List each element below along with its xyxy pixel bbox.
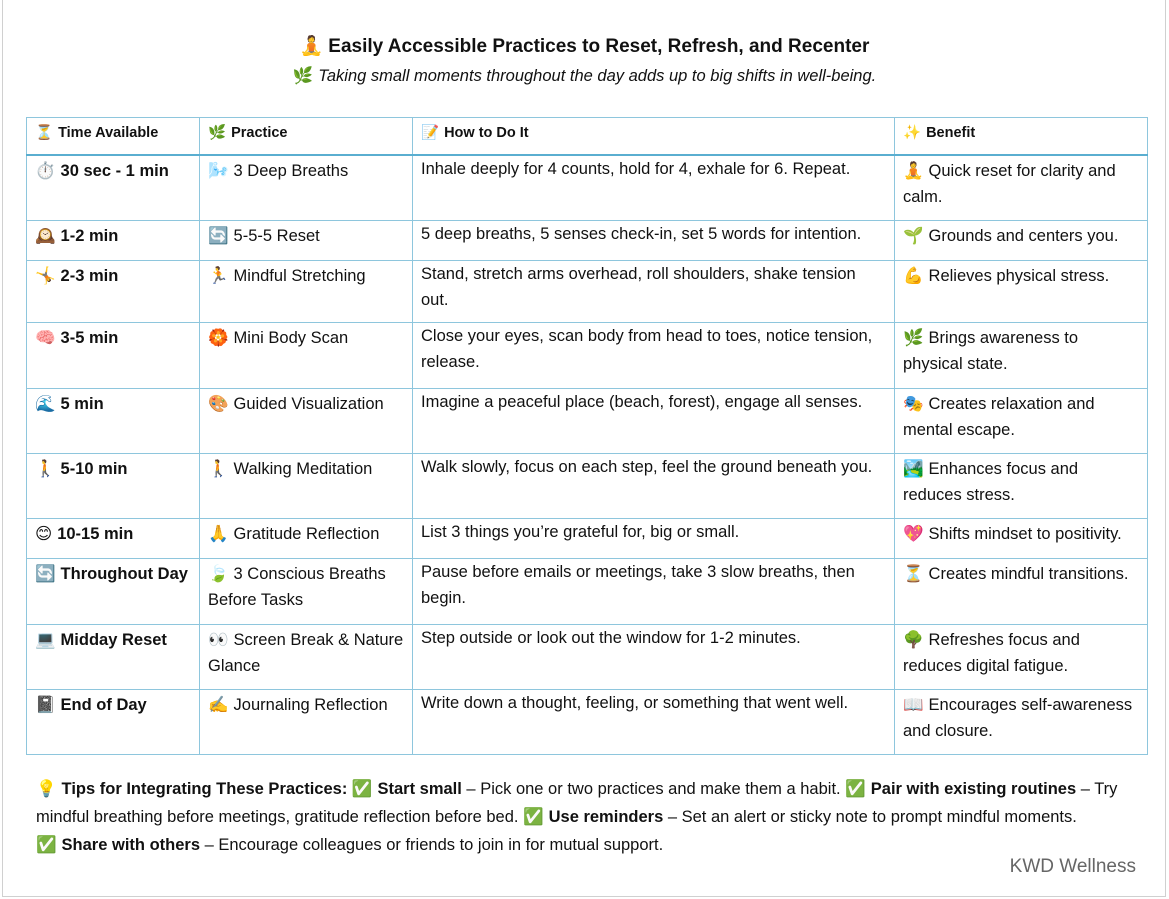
benefit-icon: 🌱 bbox=[903, 227, 924, 245]
practice-cell bbox=[200, 454, 413, 519]
time-icon: 🧠 bbox=[35, 329, 56, 347]
brand-footer: KWD Wellness bbox=[1009, 856, 1136, 877]
time-icon: 🕰️ bbox=[35, 227, 56, 245]
time-icon: ⏱️ bbox=[35, 161, 56, 180]
how-text: Inhale deeply for 4 counts, hold for 4, exhale for 6. Repeat. bbox=[421, 159, 851, 178]
benefit-text: Refreshes focus and reduces digital fatigue. bbox=[903, 631, 1080, 675]
column-header-label: Time Available bbox=[58, 125, 159, 141]
time-cell bbox=[27, 261, 200, 323]
table-row bbox=[27, 625, 1148, 690]
time-text: 2-3 min bbox=[60, 267, 119, 285]
time-cell bbox=[27, 625, 200, 690]
how-cell bbox=[413, 323, 895, 389]
benefit-icon: 🏞️ bbox=[903, 460, 924, 478]
meditation-icon: 🧘 bbox=[299, 36, 324, 57]
column-header-practice bbox=[200, 118, 413, 155]
benefit-text: Brings awareness to physical state. bbox=[903, 329, 1079, 373]
benefit-text: Quick reset for clarity and calm. bbox=[903, 161, 1116, 206]
practice-text: Screen Break & Nature Glance bbox=[208, 631, 404, 675]
page-subtitle bbox=[0, 67, 1169, 86]
time-cell bbox=[27, 454, 200, 519]
tip-text: – Pick one or two practices and make them a habit. bbox=[461, 780, 841, 798]
time-text: 30 sec - 1 min bbox=[60, 161, 169, 180]
benefit-icon: 🎭 bbox=[903, 395, 924, 413]
practice-icon: 🎨 bbox=[208, 395, 229, 413]
benefit-icon: ⏳ bbox=[903, 565, 924, 583]
how-cell bbox=[413, 221, 895, 261]
how-text: Close your eyes, scan body from head to toes, notice tension, release. bbox=[421, 327, 873, 371]
practice-cell bbox=[200, 221, 413, 261]
memo-icon: 📝 bbox=[421, 125, 440, 141]
tip-item bbox=[523, 808, 1077, 826]
column-header-benefit bbox=[895, 118, 1148, 155]
tip-title: Use reminders bbox=[548, 808, 664, 826]
tip-text: – Set an alert or sticky note to prompt mindful moments. bbox=[663, 808, 1077, 826]
how-cell bbox=[413, 454, 895, 519]
practice-text: 5-5-5 Reset bbox=[233, 227, 320, 245]
benefit-text: Relieves physical stress. bbox=[928, 267, 1110, 285]
tip-item bbox=[36, 836, 663, 854]
time-cell bbox=[27, 519, 200, 559]
herb-icon: 🌿 bbox=[208, 125, 227, 141]
how-text: Step outside or look out the window for 1-2 minutes. bbox=[421, 629, 801, 647]
time-cell bbox=[27, 221, 200, 261]
benefit-cell bbox=[895, 155, 1148, 221]
practice-cell bbox=[200, 261, 413, 323]
time-icon: 🚶 bbox=[35, 460, 56, 478]
how-text: Imagine a peaceful place (beach, forest), engage all senses. bbox=[421, 393, 863, 411]
title-text: Easily Accessible Practices to Reset, Refresh, and Recenter bbox=[328, 36, 870, 57]
hourglass-icon: ⏳ bbox=[35, 125, 54, 141]
benefit-text: Enhances focus and reduces stress. bbox=[903, 460, 1079, 504]
practice-cell bbox=[200, 519, 413, 559]
benefit-icon: 🌿 bbox=[903, 329, 924, 347]
practice-text: Guided Visualization bbox=[233, 395, 384, 413]
practice-text: Gratitude Reflection bbox=[233, 525, 380, 543]
practice-icon: 🙏 bbox=[208, 525, 229, 543]
table-row bbox=[27, 261, 1148, 323]
practice-text: Mini Body Scan bbox=[233, 329, 349, 347]
practice-icon: 🍃 bbox=[208, 565, 229, 583]
tip-text: – Try mindful breathing before meetings, gratitude reflection before bed. bbox=[36, 780, 1118, 826]
time-text: End of Day bbox=[60, 696, 147, 714]
time-text: Midday Reset bbox=[60, 631, 167, 649]
practice-icon: ✍️ bbox=[208, 696, 229, 714]
practice-icon: 🏃 bbox=[208, 267, 229, 285]
practice-cell bbox=[200, 625, 413, 690]
how-cell bbox=[413, 389, 895, 454]
time-text: 3-5 min bbox=[60, 329, 119, 347]
column-header-label: How to Do It bbox=[444, 125, 529, 141]
time-text: 1-2 min bbox=[60, 227, 119, 245]
time-text: Throughout Day bbox=[60, 565, 188, 583]
sparkles-icon: ✨ bbox=[903, 125, 922, 141]
benefit-text: Creates mindful transitions. bbox=[928, 565, 1129, 583]
how-cell bbox=[413, 559, 895, 625]
time-icon: 🤸 bbox=[35, 267, 56, 285]
benefit-cell bbox=[895, 559, 1148, 625]
benefit-icon: 💖 bbox=[903, 525, 924, 543]
how-text: Pause before emails or meetings, take 3 slow breaths, then begin. bbox=[421, 563, 855, 607]
table-header-row bbox=[27, 118, 1148, 155]
benefit-cell bbox=[895, 625, 1148, 690]
table-row bbox=[27, 454, 1148, 519]
table-row bbox=[27, 559, 1148, 625]
table-row bbox=[27, 323, 1148, 389]
lightbulb-icon: 💡 bbox=[36, 780, 57, 798]
column-header-time bbox=[27, 118, 200, 155]
practice-icon: 👀 bbox=[208, 631, 229, 649]
time-text: 5-10 min bbox=[60, 460, 128, 478]
benefit-cell bbox=[895, 323, 1148, 389]
tips-section bbox=[36, 775, 1146, 859]
benefit-icon: 🧘 bbox=[903, 161, 924, 180]
tips-heading: Tips for Integrating These Practices: bbox=[61, 780, 348, 798]
check-mark-icon: ✅ bbox=[523, 808, 544, 826]
time-text: 5 min bbox=[60, 395, 104, 413]
tip-title: Pair with existing routines bbox=[870, 780, 1077, 798]
time-icon: 💻 bbox=[35, 631, 56, 649]
practice-icon: 🏵️ bbox=[208, 329, 229, 347]
how-cell bbox=[413, 155, 895, 221]
benefit-text: Encourages self-awareness and closure. bbox=[903, 696, 1133, 740]
column-header-label: Benefit bbox=[926, 125, 976, 141]
how-cell bbox=[413, 519, 895, 559]
how-text: List 3 things you’re grateful for, big or small. bbox=[421, 523, 740, 541]
how-cell bbox=[413, 690, 895, 755]
table-row bbox=[27, 389, 1148, 454]
benefit-cell bbox=[895, 519, 1148, 559]
time-cell bbox=[27, 323, 200, 389]
how-text: 5 deep breaths, 5 senses check-in, set 5 words for intention. bbox=[421, 225, 862, 243]
time-icon: 📓 bbox=[35, 696, 56, 714]
benefit-text: Shifts mindset to positivity. bbox=[928, 525, 1122, 543]
practice-text: Walking Meditation bbox=[233, 460, 373, 478]
how-text: Write down a thought, feeling, or something that went well. bbox=[421, 694, 849, 712]
check-mark-icon: ✅ bbox=[351, 780, 373, 798]
benefit-cell bbox=[895, 389, 1148, 454]
benefit-cell bbox=[895, 221, 1148, 261]
benefit-text: Creates relaxation and mental escape. bbox=[903, 395, 1095, 439]
benefit-text: Grounds and centers you. bbox=[928, 227, 1119, 245]
check-mark-icon: ✅ bbox=[36, 836, 57, 854]
how-text: Walk slowly, focus on each step, feel the ground beneath you. bbox=[421, 458, 873, 476]
time-icon: 😊 bbox=[35, 525, 53, 543]
practice-text: 3 Conscious Breaths Before Tasks bbox=[208, 565, 386, 609]
practice-text: Mindful Stretching bbox=[233, 267, 366, 285]
time-text: 10-15 min bbox=[57, 525, 134, 543]
page-title bbox=[0, 34, 1169, 58]
benefit-icon: 🌳 bbox=[903, 631, 924, 649]
practice-icon: 🚶 bbox=[208, 460, 229, 478]
tip-title: Start small bbox=[377, 780, 462, 798]
herb-icon: 🌿 bbox=[292, 67, 314, 85]
time-cell bbox=[27, 690, 200, 755]
tip-title: Share with others bbox=[61, 836, 200, 854]
practice-text: Journaling Reflection bbox=[233, 696, 388, 714]
benefit-icon: 📖 bbox=[903, 696, 924, 714]
table-row bbox=[27, 221, 1148, 261]
table-row bbox=[27, 155, 1148, 221]
how-text: Stand, stretch arms overhead, roll shoulders, shake tension out. bbox=[421, 265, 856, 309]
time-icon: 🌊 bbox=[35, 395, 56, 413]
column-header-label: Practice bbox=[231, 125, 288, 141]
practice-icon: 🌬️ bbox=[208, 161, 229, 180]
practice-text: 3 Deep Breaths bbox=[233, 161, 349, 180]
tip-text: – Encourage colleagues or friends to join in for mutual support. bbox=[200, 836, 664, 854]
time-cell bbox=[27, 155, 200, 221]
practices-table bbox=[26, 117, 1148, 755]
check-mark-icon: ✅ bbox=[845, 780, 866, 798]
benefit-icon: 💪 bbox=[903, 267, 924, 285]
tip-item bbox=[352, 780, 841, 798]
table-body bbox=[27, 155, 1148, 755]
practice-cell bbox=[200, 155, 413, 221]
practice-cell bbox=[200, 389, 413, 454]
time-icon: 🔄 bbox=[35, 565, 56, 583]
how-cell bbox=[413, 625, 895, 690]
how-cell bbox=[413, 261, 895, 323]
practice-cell bbox=[200, 559, 413, 625]
time-cell bbox=[27, 559, 200, 625]
table-row bbox=[27, 519, 1148, 559]
benefit-cell bbox=[895, 690, 1148, 755]
benefit-cell bbox=[895, 261, 1148, 323]
practice-cell bbox=[200, 323, 413, 389]
table-row bbox=[27, 690, 1148, 755]
benefit-cell bbox=[895, 454, 1148, 519]
time-cell bbox=[27, 389, 200, 454]
practice-cell bbox=[200, 690, 413, 755]
subtitle-text: Taking small moments throughout the day adds up to big shifts in well-being. bbox=[318, 67, 877, 85]
column-header-how bbox=[413, 118, 895, 155]
practice-icon: 🔄 bbox=[208, 227, 229, 245]
